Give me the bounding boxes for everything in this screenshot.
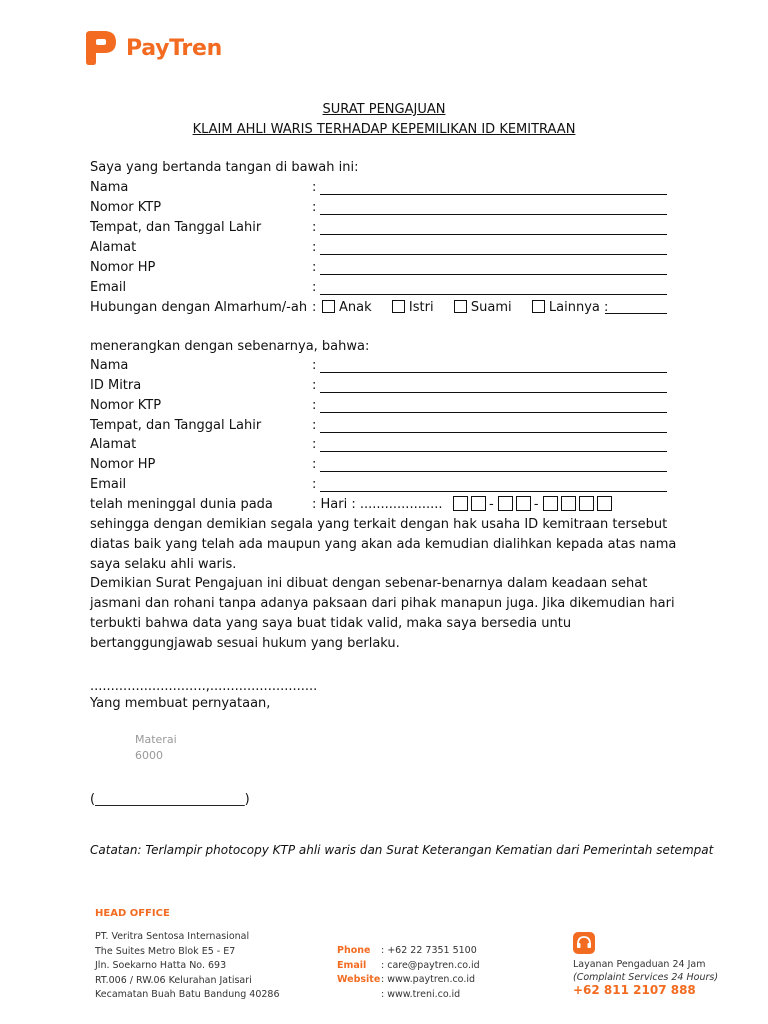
lainnya-line[interactable] [605,313,667,314]
field-line[interactable] [320,471,667,472]
service-phone: +62 811 2107 888 [573,983,696,997]
service-label: Layanan Pengaduan 24 Jam [573,959,706,970]
service-label-en: (Complaint Services 24 Hours) [573,972,719,983]
field-line[interactable] [320,412,667,413]
date-box[interactable] [597,496,612,511]
document-subtitle: KLAIM AHLI WARIS TERHADAP KEPEMILIKAN ID KEMITRAAN [192,122,576,137]
field-line[interactable] [320,432,667,433]
option-label: Suami [470,300,512,315]
date-box[interactable] [579,496,594,511]
field-label: Alamat [90,437,137,452]
field-line[interactable] [320,372,667,373]
head-office-address [95,930,280,1003]
paytren-logo-icon [82,29,118,67]
field-line[interactable] [320,214,667,215]
head-office-title: HEAD OFFICE [95,908,170,919]
field-label: Tempat, dan Tanggal Lahir [90,418,262,433]
contact-key: Email [337,959,367,971]
field-label: Nomor KTP [90,200,162,215]
field-line[interactable] [320,274,667,275]
field-line[interactable] [320,451,667,452]
paytren-logo [82,28,222,68]
contact-list [337,944,480,1002]
brand-name: PayTren [126,35,222,61]
field-label: Tempat, dan Tanggal Lahir [90,220,262,235]
date-box[interactable] [561,496,576,511]
signature-line: (_______________________) [90,792,250,807]
field-label: Nama [90,180,129,195]
place-date: ............................,.......................... [90,679,318,694]
field-label: Nomor HP [90,457,156,472]
address-line: Kecamatan Buah Batu Bandung 40286 [95,989,280,1001]
field-line[interactable] [320,392,667,393]
section1-intro: Saya yang bertanda tangan di bawah ini: [90,160,359,175]
contact-key: Website [337,974,381,986]
relation-label: Hubungan dengan Almarhum/-ah [90,300,308,315]
paragraph-transfer: sehingga dengan demikian segala yang terkait dengan hak usaha ID kemitraan tersebut diatas baik yang telah ada maupun yang akan ada kemudian dialihkan kepada atas nama saya selaku ahli waris. [90,517,677,572]
contact-key: Phone [337,945,371,956]
contact-website: : www.paytren.co.id [381,974,476,986]
address-line: Jln. Soekarno Hatta No. 693 [95,960,227,972]
date-box[interactable] [516,496,531,511]
complaint-service [573,958,718,997]
section2-intro: menerangkan dengan sebenarnya, bahwa: [90,339,370,354]
date-box[interactable] [498,496,513,511]
document-title: SURAT PENGAJUAN [322,102,446,117]
checkbox-suami[interactable] [454,300,467,313]
option-label: Anak [339,300,372,315]
death-label: telah meninggal dunia pada [90,497,273,512]
address-line: The Suites Metro Blok E5 - E7 [95,945,236,957]
date-box[interactable] [471,496,486,511]
date-box[interactable] [543,496,558,511]
field-line[interactable] [320,294,667,295]
field-label: Nomor HP [90,260,156,275]
materai-value: 6000 [135,749,163,762]
checkbox-istri[interactable] [392,300,405,313]
relation-options [322,298,608,318]
contact-website-2: : www.treni.co.id [381,988,461,1000]
field-label: Nama [90,358,129,373]
contact-phone: : +62 22 7351 5100 [381,945,477,956]
field-line[interactable] [320,254,667,255]
headset-icon [573,932,595,954]
field-label: Nomor KTP [90,398,162,413]
death-date-boxes: - - [453,495,615,515]
signer-label: Yang membuat pernyataan, [90,696,271,711]
checkbox-lainnya[interactable] [532,300,545,313]
field-line[interactable] [320,194,667,195]
address-line: RT.006 / RW.06 Kelurahan Jatisari [95,974,252,986]
field-line[interactable] [320,491,667,492]
note: Catatan: Terlampir photocopy KTP ahli waris dan Surat Keterangan Kematian dari Pemerintah setempat [90,843,714,857]
materai-label: Materai [135,733,177,746]
death-day: : Hari : .................... [312,497,443,512]
option-label: Istri [408,300,434,315]
option-label: Lainnya : [548,300,609,315]
address-line: PT. Veritra Sentosa Internasional [95,931,250,942]
date-box[interactable] [453,496,468,511]
contact-email: : care@paytren.co.id [381,959,480,971]
checkbox-anak[interactable] [322,300,335,313]
field-label: ID Mitra [90,378,142,393]
paragraph-declaration: Demikian Surat Pengajuan ini dibuat dengan sebenar-benarnya dalam keadaan sehat jasmani dan rohani tanpa adanya paksaan dari pihak manapun juga. Jika dikemudian hari terbukti bahwa data yang saya buat tidak valid, maka saya bersedia untu bertanggungjawab sesuai hukum yang berlaku. [90,576,675,651]
field-label: Email [90,280,127,295]
field-label: Email [90,477,127,492]
field-label: Alamat [90,240,137,255]
field-line[interactable] [320,234,667,235]
